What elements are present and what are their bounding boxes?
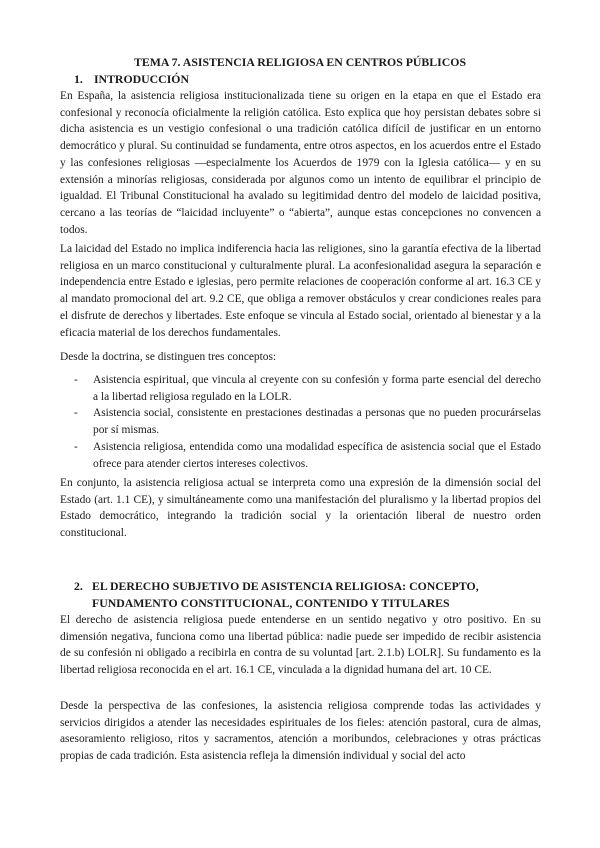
concepts-list [74, 372, 541, 472]
section-2-title: EL DERECHO SUBJETIVO DE ASISTENCIA RELIGIOSA: CONCEPTO, FUNDAMENTO CONSTITUCIONAL, CONTENIDO Y TITULARES [92, 579, 479, 610]
section-1-heading [74, 71, 534, 88]
list-item [74, 439, 541, 472]
paragraph-derecho: El derecho de asistencia religiosa puede entenderse en un sentido negativo y otro positivo. En su dimensión negativa, funciona como una libertad pública: nadie puede ser impedido de recibir asistencia de su confesión ni obligado a recibirla en contra de su voluntad [art. 2.1.b) LOLR]. Su fundamento es la libertad religiosa reconocida en el art. 16.1 CE, vinculada a la dignidad humana del art. 10 CE. [60, 614, 541, 677]
list-item-text: Asistencia social, consistente en prestaciones destinadas a personas que no pueden procurárselas por sí mismas. [93, 407, 541, 437]
list-bullet: - [74, 440, 78, 453]
document-title: TEMA 7. ASISTENCIA RELIGIOSA EN CENTROS PÚBLICOS [133, 55, 467, 69]
list-item-text: Asistencia religiosa, entendida como una modalidad específica de asistencia social que el Estado ofrece para atender ciertos intereses colectivos. [93, 440, 541, 470]
paragraph-laicidad: La laicidad del Estado no implica indiferencia hacia las religiones, sino la garantía efectiva de la libertad religiosa en un marco constitucional y culturalmente plural. La aconfesionalidad asegura la separación e independencia entre Estado e iglesias, pero permite relaciones de cooperación conforme al art. 16.3 CE y al mandato promocional del art. 9.2 CE, que obliga a remover obstáculos y crear condiciones reales para el disfrute de derechos y libertades. Este enfoque se vincula al Estado social, orientado al bienestar y a la eficacia material de los derechos fundamentales. [60, 243, 541, 339]
section-1-number: 1. [74, 72, 83, 86]
paragraph-confesiones: Desde la perspectiva de las confesiones, la asistencia religiosa comprende todas las actividades y servicios dirigidos a atender las necesidades espirituales de los fieles: atención pastoral, cura de almas, asesoramiento religioso, ritos y sacramentos, atención a moribundos, celebraciones y otras prácticas propias de cada tradición. Esta asistencia refleja la dimensión individual y social del acto [60, 700, 541, 763]
list-item [74, 372, 541, 405]
paragraph-intro: En España, la asistencia religiosa institucionalizada tiene su origen en la etapa en que el Estado era confesional y reconocía oficialmente la religión católica. Esto explica que hoy persistan debates sobre si dicha asistencia es un vestigio confesional o una tradición católica difícil de justificar en un entorno democrático y plural. Su continuidad se fundamenta, entre otros aspectos, en los acuerdos entre el Estado y las confesiones religiosas —especialmente los Acuerdos de 1979 con la Iglesia católica— y en su extensión a minorías religiosas, considerada por algunos como un intento de equilibrar el principio de igualdad. El Tribunal Constitucional ha avalado su legitimidad dentro del modelo de laicidad positiva, cercano a las teorías de “laicidad incluyente” o “abierta”, aunque estas concepciones no convencen a todos. [60, 90, 541, 236]
list-bullet: - [74, 407, 78, 420]
section-1-title: INTRODUCCIÓN [93, 72, 189, 86]
paragraph-concepts-lead: Desde la doctrina, se distinguen tres conceptos: [60, 351, 277, 363]
section-2-number: 2. [74, 579, 83, 593]
list-item [74, 405, 541, 438]
list-item-text: Asistencia espiritual, que vincula al creyente con su confesión y forma parte esencial del derecho a la libertad religiosa regulado en la LOLR. [93, 374, 541, 403]
paragraph-conclusion: En conjunto, la asistencia religiosa actual se interpreta como una expresión de la dimensión social del Estado (art. 1.1 CE), y simultáneamente como una manifestación del pluralismo y la libertad propios del Estado democrático, integrando la tradición social y la orientación liberal de nuestro orden constitucional. [60, 477, 541, 540]
list-bullet: - [74, 374, 78, 386]
section-2-heading [74, 578, 541, 611]
